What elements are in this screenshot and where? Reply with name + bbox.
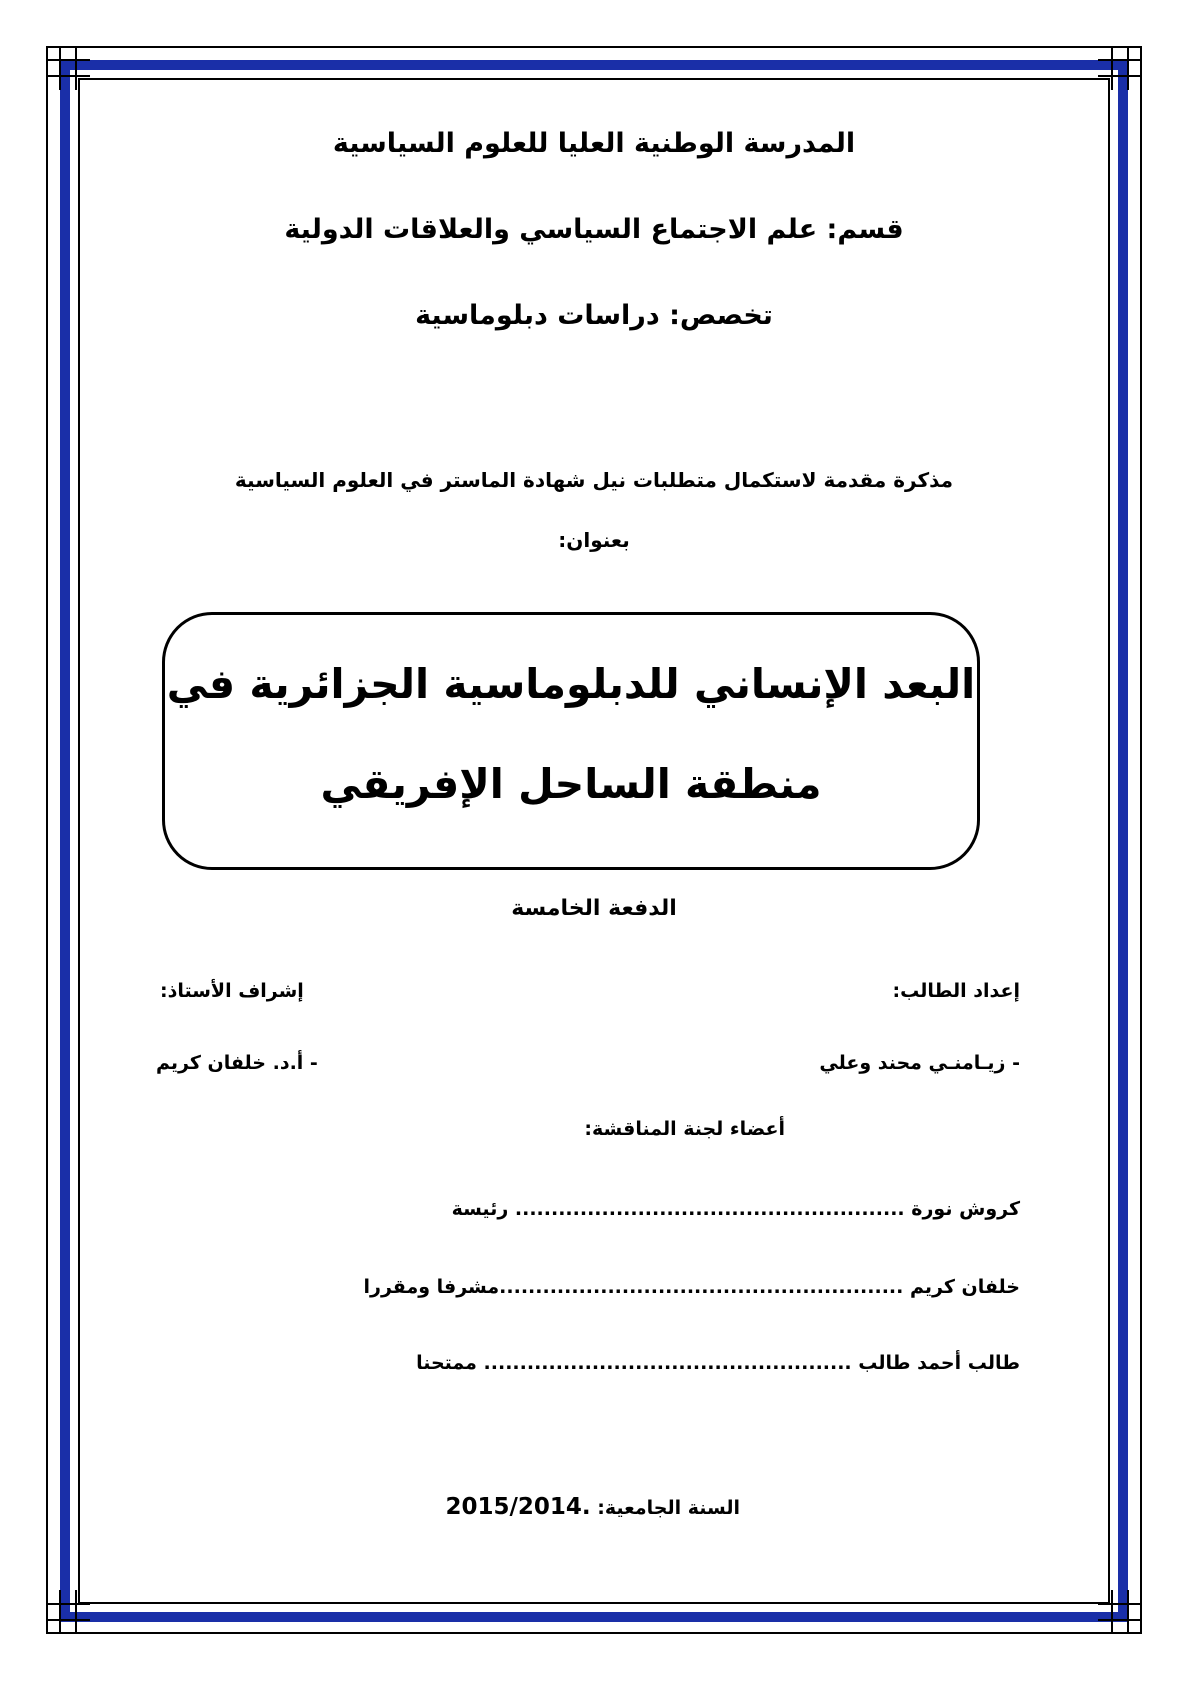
committee-member bbox=[452, 1198, 1020, 1220]
thesis-title-line-1: البعد الإنساني للدبلوماسية الجزائرية في bbox=[166, 660, 976, 708]
committee-label: أعضاء لجنة المناقشة: bbox=[584, 1118, 785, 1140]
academic-year-value: 2015/2014. bbox=[445, 1494, 591, 1520]
frame-corner-ornament bbox=[1098, 1590, 1142, 1634]
memo-statement: مذكرة مقدمة لاستكمال متطلبات نيل شهادة الماستر في العلوم السياسية bbox=[234, 468, 954, 492]
committee-dots: ................................................... bbox=[483, 1352, 852, 1374]
batch-label: الدفعة الخامسة bbox=[511, 896, 677, 921]
committee-dots: ........................................................ bbox=[499, 1276, 904, 1298]
thesis-title-box bbox=[162, 612, 980, 870]
committee-member-role: ممتحنا bbox=[416, 1352, 477, 1374]
specialty: تخصص: دراسات دبلوماسية bbox=[415, 300, 773, 331]
academic-year-label: السنة الجامعية: bbox=[597, 1497, 740, 1519]
committee-member-name: طالب أحمد طالب bbox=[858, 1352, 1020, 1374]
supervisor-label: إشراف الأستاذ: bbox=[160, 980, 304, 1002]
student-name: - زيـامنـي محند وعلي bbox=[819, 1052, 1020, 1074]
school-name: المدرسة الوطنية العليا للعلوم السياسية bbox=[332, 128, 856, 159]
frame-corner-ornament bbox=[46, 46, 90, 90]
supervisor-name: - أ.د. خلفان كريم bbox=[156, 1052, 318, 1074]
department-name: قسم: علم الاجتماع السياسي والعلاقات الدولية bbox=[284, 214, 904, 245]
thesis-title-line-2: منطقة الساحل الإفريقي bbox=[320, 760, 822, 808]
committee-member bbox=[416, 1352, 1020, 1374]
frame-corner-ornament bbox=[46, 1590, 90, 1634]
committee-member-role: رئيسة bbox=[451, 1198, 509, 1220]
committee-member bbox=[364, 1276, 1020, 1298]
memo-title-label: بعنوان: bbox=[558, 528, 630, 552]
committee-member-name: خلفان كريم bbox=[910, 1276, 1020, 1298]
frame-corner-ornament bbox=[1098, 46, 1142, 90]
committee-member-name: كروش نورة bbox=[911, 1198, 1020, 1220]
committee-dots: ...................................................... bbox=[514, 1198, 905, 1220]
academic-year bbox=[445, 1494, 740, 1520]
committee-member-role: مشرفا ومقررا bbox=[363, 1276, 500, 1298]
prepared-by-label: إعداد الطالب: bbox=[892, 980, 1020, 1002]
